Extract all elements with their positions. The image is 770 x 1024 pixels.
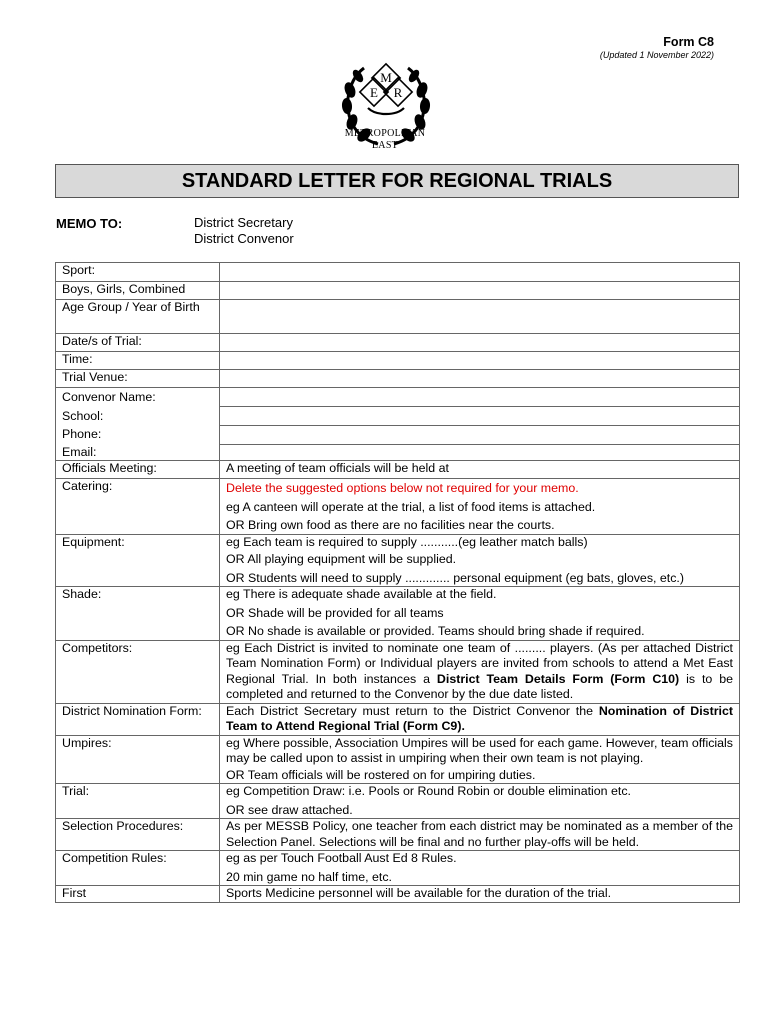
label-selection-procedures: Selection Procedures: bbox=[56, 819, 220, 851]
label-district-nomination: District Nomination Form: bbox=[56, 703, 220, 735]
umpires-options bbox=[220, 735, 740, 784]
field-gender[interactable] bbox=[220, 282, 740, 300]
competition-rules-text bbox=[220, 851, 740, 886]
label-time: Time: bbox=[56, 352, 220, 370]
field-age-group[interactable] bbox=[220, 300, 740, 334]
label-age-group: Age Group / Year of Birth bbox=[56, 300, 220, 334]
competitors-text: eg Each District is invited to nominate one team of ......... players. (As per attached District Team Nomination Form) or Individual players are invited from schools to attend a Met East Regional Trial. In both instances a District Team Details Form (Form C10) is to be completed and returned to the Convenor by the due date listed. bbox=[220, 640, 740, 703]
catering-note: Delete the suggested options below not required for your memo. bbox=[226, 481, 579, 495]
label-venue: Trial Venue: bbox=[56, 370, 220, 388]
logo-letter-m: M bbox=[380, 70, 392, 85]
district-nomination-text: Each District Secretary must return to the District Convenor the Nomination of District Team to Attend Regional Trial (Form C9). bbox=[220, 703, 740, 735]
label-gender: Boys, Girls, Combined bbox=[56, 282, 220, 300]
field-dates[interactable] bbox=[220, 334, 740, 352]
shade-option-1: eg There is adequate shade available at the field. bbox=[226, 587, 497, 601]
label-competition-rules: Competition Rules: bbox=[56, 851, 220, 886]
equipment-option-3: OR Students will need to supply ............. personal equipment (eg bats, gloves, etc.) bbox=[226, 570, 684, 585]
first-aid-text: Sports Medicine personnel will be available for the duration of the trial. bbox=[220, 886, 740, 903]
umpires-option-2: OR Team officials will be rostered on for umpiring duties. bbox=[226, 767, 536, 782]
shade-option-2: OR Shade will be provided for all teams bbox=[226, 605, 444, 620]
field-venue[interactable] bbox=[220, 370, 740, 388]
field-time[interactable] bbox=[220, 352, 740, 370]
label-officials-meeting: Officials Meeting: bbox=[56, 461, 220, 479]
label-school: School: bbox=[62, 408, 104, 423]
trial-details-table bbox=[55, 262, 740, 903]
label-umpires: Umpires: bbox=[56, 735, 220, 784]
label-dates: Date/s of Trial: bbox=[56, 334, 220, 352]
equipment-option-2: OR All playing equipment will be supplied. bbox=[226, 552, 457, 566]
field-sport[interactable] bbox=[220, 263, 740, 282]
selection-procedures-text: As per MESSB Policy, one teacher from each district may be nominated as a member of the Selection Panel. Selections will be final and no further play-offs will be held. bbox=[220, 819, 740, 851]
form-code: Form C8 bbox=[663, 35, 714, 49]
trial-option-1: eg Competition Draw: i.e. Pools or Round Robin or double elimination etc. bbox=[226, 784, 631, 798]
shade-option-3: OR No shade is available or provided. Teams should bring shade if required. bbox=[226, 624, 645, 638]
page-title: STANDARD LETTER FOR REGIONAL TRIALS bbox=[55, 164, 739, 198]
trial-options bbox=[220, 784, 740, 819]
catering-option-2: OR Bring own food as there are no facilities near the courts. bbox=[226, 518, 555, 532]
label-competitors: Competitors: bbox=[56, 640, 220, 703]
memo-recipient-1: District Secretary bbox=[194, 215, 293, 230]
label-equipment: Equipment: bbox=[56, 534, 220, 587]
rules-line-2: 20 min game no half time, etc. bbox=[226, 869, 392, 884]
catering-option-1: eg A canteen will operate at the trial, a list of food items is attached. bbox=[226, 499, 596, 514]
rules-line-1: eg as per Touch Football Aust Ed 8 Rules. bbox=[226, 851, 457, 865]
logo-letter-r: R bbox=[393, 85, 403, 100]
catering-options bbox=[220, 479, 740, 535]
label-phone: Phone: bbox=[62, 427, 102, 441]
label-first: First bbox=[56, 886, 220, 903]
label-trial: Trial: bbox=[56, 784, 220, 819]
convenor-fields[interactable] bbox=[220, 388, 740, 461]
shade-options bbox=[220, 587, 740, 641]
trial-option-2: OR see draw attached. bbox=[226, 802, 353, 817]
org-name-line2: EAST bbox=[371, 140, 399, 151]
logo-letter-e: E bbox=[370, 85, 378, 100]
officials-meeting-text: A meeting of team officials will be held at bbox=[220, 461, 740, 479]
memo-label: MEMO TO: bbox=[56, 216, 123, 231]
label-sport: Sport: bbox=[56, 263, 220, 282]
label-shade: Shade: bbox=[56, 587, 220, 641]
equipment-option-1: eg Each team is required to supply ...........(eg leather match balls) bbox=[226, 534, 588, 549]
convenor-labels bbox=[56, 388, 220, 461]
label-catering: Catering: bbox=[56, 479, 220, 535]
umpires-option-1: eg Where possible, Association Umpires will be used for each game. However, team officials may be called upon to assist in umpiring when their own team is not playing. bbox=[226, 735, 733, 765]
label-email: Email: bbox=[62, 444, 97, 459]
org-name-line1: METROPOLITAN bbox=[344, 128, 426, 139]
memo-recipient-2: District Convenor bbox=[194, 231, 294, 246]
form-updated-date: (Updated 1 November 2022) bbox=[599, 50, 714, 60]
label-convenor-name: Convenor Name: bbox=[62, 390, 156, 404]
equipment-options bbox=[220, 534, 740, 587]
